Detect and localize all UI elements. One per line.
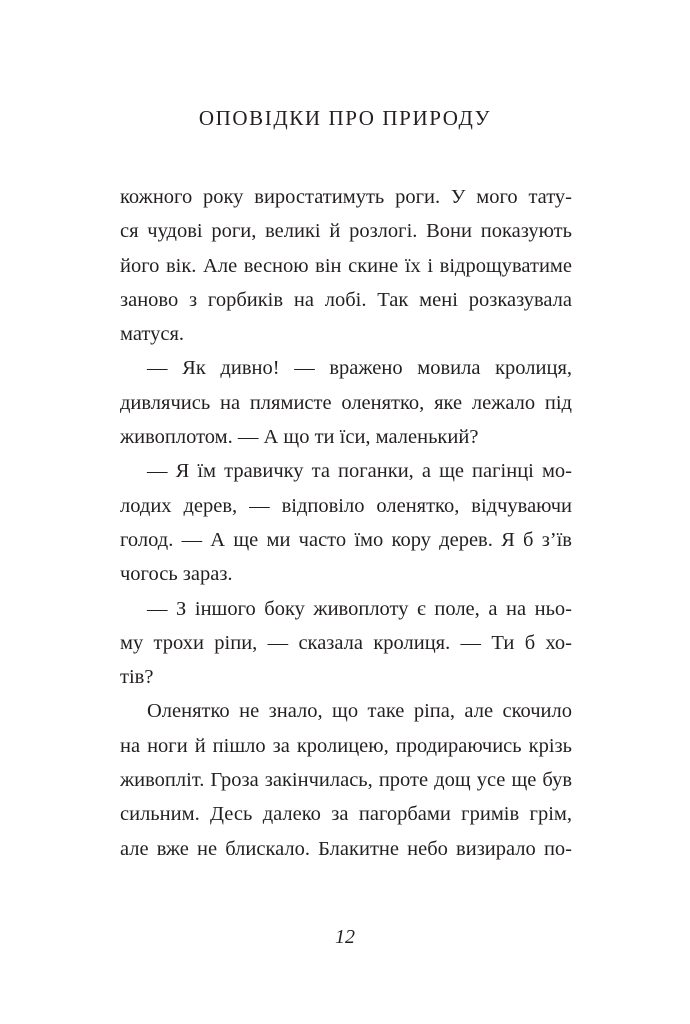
text-line: на ноги й пішло за кролицею, продираючись крізь: [120, 734, 572, 757]
text-line: його вік. Але весною він скине їх і відрощуватиме: [120, 254, 572, 277]
text-line: заново з горбиків на лобі. Так мені розказувала: [120, 288, 572, 311]
text-line: Оленятко не знало, що таке ріпа, але скочило: [147, 700, 572, 723]
text-line: кожного року виростатимуть роги. У мого тату-: [120, 186, 572, 208]
text-line: живопліт. Гроза закінчилась, проте дощ усе ще був: [120, 769, 572, 792]
text-line: сильним. Десь далеко за пагорбами гримів грім,: [120, 803, 572, 826]
text-line: але вже не блискало. Блакитне небо визирало по-: [120, 837, 572, 860]
text-line: му трохи ріпи, — сказала кролиця. — Ти б хо-: [120, 631, 572, 654]
text-line: ся чудові роги, великі й розлогі. Вони показують: [120, 220, 572, 243]
page-number: 12: [335, 926, 355, 948]
text-line: чогось зараз.: [120, 563, 233, 586]
text-line: тів?: [120, 666, 154, 689]
text-line: матуся.: [120, 323, 184, 346]
text-line: живоплотом. — А що ти їси, маленький?: [120, 426, 479, 449]
text-line: — Я їм травичку та поганки, а ще пагінці мо-: [147, 460, 572, 483]
body-text: [120, 180, 572, 866]
text-line: — З іншого боку живоплоту є поле, а на ньо-: [147, 597, 572, 620]
running-head: ОПОВІДКИ ПРО ПРИРОДУ: [198, 106, 492, 130]
text-line: голод. — А ще ми часто їмо кору дерев. Я б з’їв: [120, 528, 572, 551]
text-line: — Як дивно! — вражено мовила кролиця,: [147, 357, 572, 380]
text-line: лодих дерев, — відповіло оленятко, відчуваючи: [120, 494, 572, 517]
text-line: дивлячись на плямисте оленятко, яке лежало під: [120, 391, 572, 414]
